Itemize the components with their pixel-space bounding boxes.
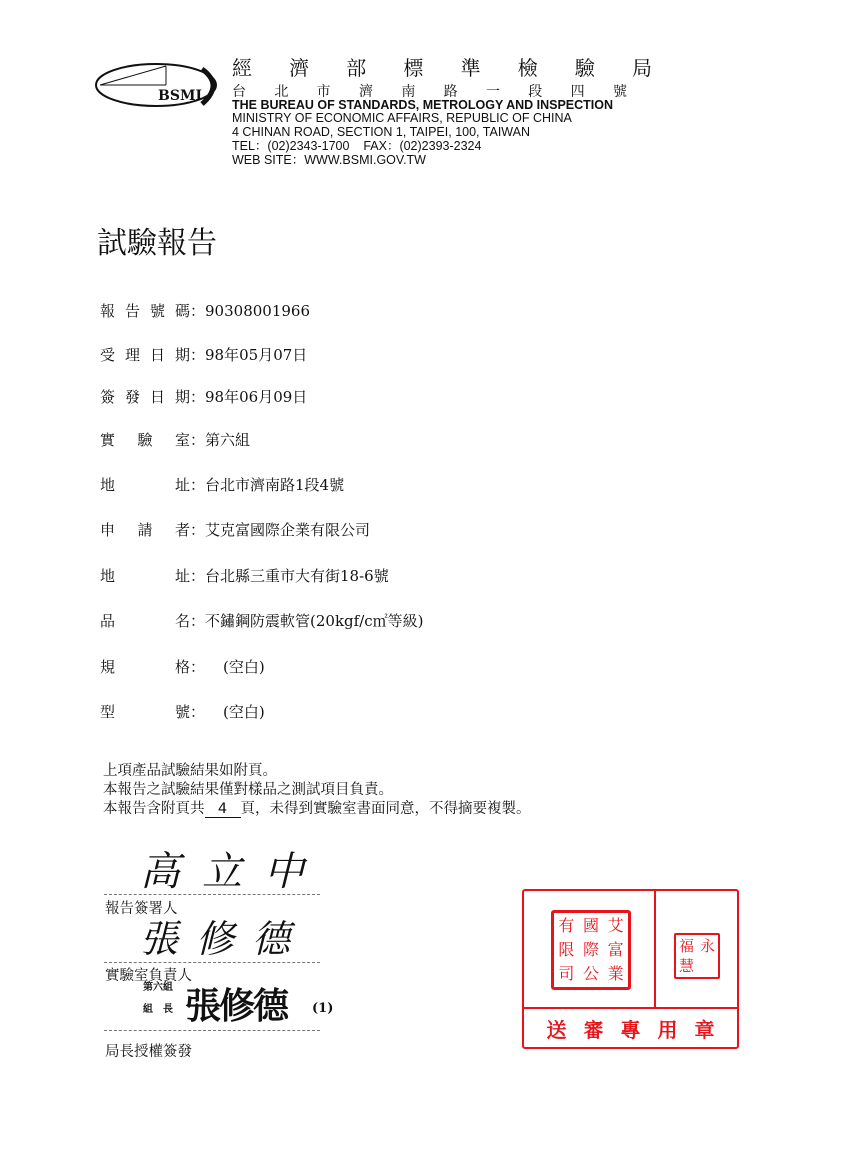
signature-report-signer: 高立中 (140, 849, 326, 895)
org-char: 標 (403, 56, 424, 80)
field-label: 規 格 (100, 658, 190, 676)
field-label: 品 名 (100, 612, 190, 630)
field-value: (空白) (223, 658, 265, 676)
stamp-caption: 送 審 專 用 章 (546, 1017, 715, 1042)
field-report-number: 報 告 號 碼 ： 90308001966 (100, 302, 310, 320)
field-lab-address: 地 址 ： 台北市濟南路1段4號 (100, 476, 345, 494)
field-label: 型 號 (100, 703, 190, 721)
stamp-title: 組長 (143, 1004, 183, 1015)
lab-head-label: 實驗室負責人 (105, 968, 192, 984)
addr-char: 南 (401, 84, 416, 100)
review-stamp (522, 889, 739, 1049)
addr-char: 台 (232, 84, 246, 100)
org-char: 準 (460, 56, 481, 80)
field-value: 台北市濟南路1段4號 (205, 476, 345, 494)
field-label: 報 告 號 碼 (100, 302, 190, 320)
field-label: 申 請 者 (100, 521, 190, 539)
address-en: 4 CHINAN ROAD, SECTION 1, TAIPEI, 100, TAIWAN (232, 125, 530, 139)
signature-divider (104, 962, 320, 963)
field-issue-date: 簽 發 日 期 ： 98年06月09日 (100, 388, 308, 406)
addr-char: 濟 (358, 84, 373, 100)
field-applicant-address: 地 址 ： 台北縣三重市大有街18-6號 (100, 567, 389, 585)
org-char: 檢 (517, 56, 538, 80)
field-value: 艾克富國際企業有限公司 (205, 521, 371, 539)
field-value: 98年06月09日 (205, 388, 308, 406)
field-label: 簽 發 日 期 (100, 388, 190, 406)
report-title: 試驗報告 (97, 226, 217, 261)
addr-char: 段 (528, 84, 543, 100)
field-specification: 規 格 ： (空白) (100, 658, 265, 676)
field-applicant: 申 請 者 ： 艾克富國際企業有限公司 (100, 521, 371, 539)
stamp-divider (654, 891, 656, 1009)
name-stamp: 張修德 (185, 985, 288, 1027)
stamp-group: 第六組 (143, 982, 173, 993)
personal-seal: 福 永 慧 (674, 933, 720, 979)
ministry-en: MINISTRY OF ECONOMIC AFFAIRS, REPUBLIC OF CHINA (232, 111, 572, 125)
org-name-zh (232, 52, 652, 81)
signature-lab-head: 張修德 (140, 917, 309, 961)
page-count: 4 (205, 802, 241, 818)
field-value: 90308001966 (205, 302, 310, 320)
note-line-1: 上項產品試驗結果如附頁。 (103, 763, 277, 779)
field-value: (空白) (223, 703, 265, 721)
org-char: 經 (232, 56, 252, 80)
org-name-en: THE BUREAU OF STANDARDS, METROLOGY AND INSPECTION (232, 98, 614, 112)
field-received-date: 受 理 日 期 ： 98年05月07日 (100, 346, 308, 364)
addr-char: 四 (570, 84, 585, 100)
addr-char: 一 (485, 84, 500, 100)
svg-text:BSMI: BSMI (158, 88, 202, 104)
field-model: 型 號 ： (空白) (100, 703, 265, 721)
org-char: 部 (346, 56, 367, 80)
addr-char: 路 (443, 84, 458, 100)
report-signer-label: 報告簽署人 (105, 901, 178, 917)
org-char: 濟 (289, 56, 310, 80)
field-label: 地 址 (100, 567, 190, 585)
field-value: 台北縣三重市大有街18-6號 (205, 567, 389, 585)
field-label: 地 址 (100, 476, 190, 494)
note-line-3: 本報告含附頁共 4 頁，未得到實驗室書面同意，不得摘要複製。 (103, 801, 531, 817)
addr-char: 市 (316, 84, 331, 100)
addr-char: 北 (274, 84, 289, 100)
org-char: 驗 (574, 56, 595, 80)
field-product-name: 品 名 ： 不鏽鋼防震軟管(20kgf/c㎡等級) (100, 612, 424, 630)
org-char: 局 (631, 56, 652, 80)
stamp-suffix: (1) (312, 1001, 334, 1016)
signature-divider (104, 894, 320, 895)
director-label: 局長授權簽發 (105, 1044, 192, 1060)
signature-divider (104, 1030, 320, 1031)
report-notes (103, 762, 531, 819)
company-seal: 有 國 艾 限 際 富 司 公 業 (551, 910, 631, 990)
note-line-2: 本報告之試驗結果僅對樣品之測試項目負責。 (103, 782, 393, 798)
addr-char: 號 (612, 84, 627, 100)
field-value: 第六組 (205, 431, 251, 449)
website: WEB SITE：WWW.BSMI.GOV.TW (232, 153, 426, 167)
field-value: 98年05月07日 (205, 346, 308, 364)
field-laboratory: 實 驗 室 ： 第六組 (100, 431, 251, 449)
contact-info: TEL：(02)2343-1700 FAX：(02)2393-2324 (232, 139, 482, 153)
bsmi-logo (94, 60, 222, 110)
field-value: 不鏽鋼防震軟管(20kgf/c㎡等級) (205, 612, 424, 630)
field-label: 實 驗 室 (100, 431, 190, 449)
field-label: 受 理 日 期 (100, 346, 190, 364)
